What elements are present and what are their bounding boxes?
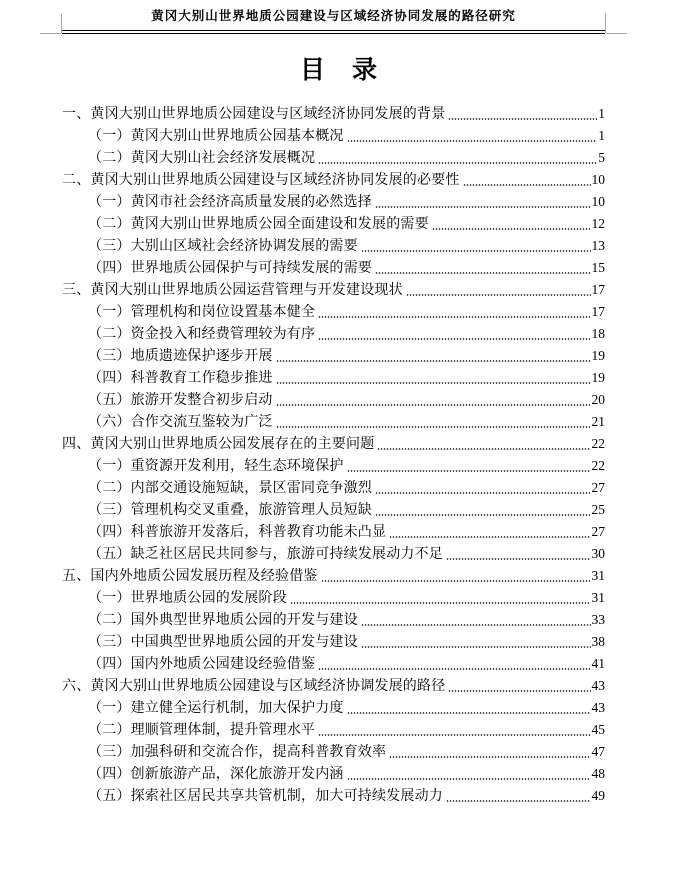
toc-dot-leader xyxy=(321,580,591,582)
toc-entry-label: （三）大别山区域社会经济协调发展的需要 xyxy=(88,238,358,254)
toc-entry[interactable] xyxy=(62,454,605,476)
toc-entry[interactable] xyxy=(62,740,605,762)
toc-entry[interactable] xyxy=(62,674,605,696)
toc-entry[interactable] xyxy=(62,586,605,608)
toc-page-number: 43 xyxy=(591,678,605,693)
toc-entry[interactable] xyxy=(62,168,605,190)
toc-entry[interactable] xyxy=(62,212,605,234)
toc-dot-leader xyxy=(276,426,591,428)
toc-page-number: 15 xyxy=(591,260,605,275)
toc-page-number: 31 xyxy=(591,590,605,605)
toc-dot-leader xyxy=(361,250,591,252)
toc-dot-leader xyxy=(318,316,590,318)
toc-entry[interactable] xyxy=(62,784,605,806)
toc-dot-leader xyxy=(347,778,591,780)
toc-entry[interactable] xyxy=(62,630,605,652)
toc-dot-leader xyxy=(290,602,591,604)
toc-page-number: 12 xyxy=(591,216,605,231)
toc-page-number: 25 xyxy=(591,502,605,517)
toc-entry-label: （二）黄冈大别山社会经济发展概况 xyxy=(88,150,316,166)
toc-entry-label: （二）黄冈大别山世界地质公园全面建设和发展的需要 xyxy=(88,216,429,232)
toc-dot-leader xyxy=(377,448,590,450)
toc-page-number: 19 xyxy=(591,348,605,363)
toc-page-number: 19 xyxy=(591,370,605,385)
toc-entry-label: （二）理顺管理体制，提升管理水平 xyxy=(88,722,316,738)
toc-list xyxy=(62,102,605,806)
toc-dot-leader xyxy=(375,514,591,516)
toc-page-number: 27 xyxy=(591,524,605,539)
toc-entry[interactable] xyxy=(62,256,605,278)
toc-dot-leader xyxy=(347,712,591,714)
toc-entry-label: 四、黄冈大别山世界地质公园发展存在的主要问题 xyxy=(62,436,375,452)
toc-entry[interactable] xyxy=(62,652,605,674)
toc-entry-label: （一）世界地质公园的发展阶段 xyxy=(88,590,287,606)
toc-dot-leader xyxy=(446,800,591,802)
toc-dot-leader xyxy=(463,184,591,186)
toc-entry[interactable] xyxy=(62,608,605,630)
toc-dot-leader xyxy=(389,536,590,538)
toc-entry[interactable] xyxy=(62,190,605,212)
toc-dot-leader xyxy=(406,294,591,296)
toc-entry[interactable] xyxy=(62,300,605,322)
toc-entry-label: （一）黄冈大别山世界地质公园基本概况 xyxy=(88,128,344,144)
toc-entry-label: 五、国内外地质公园发展历程及经验借鉴 xyxy=(62,568,318,584)
toc-entry[interactable] xyxy=(62,762,605,784)
toc-entry-label: （一）建立健全运行机制，加大保护力度 xyxy=(88,700,344,716)
toc-entry-label: （四）创新旅游产品，深化旅游开发内涵 xyxy=(88,766,344,782)
toc-entry[interactable] xyxy=(62,388,605,410)
toc-entry[interactable] xyxy=(62,432,605,454)
toc-page-number: 47 xyxy=(591,744,605,759)
toc-entry[interactable] xyxy=(62,102,605,124)
toc-entry-label: 二、黄冈大别山世界地质公园建设与区域经济协同发展的必要性 xyxy=(62,172,460,188)
toc-page-number: 13 xyxy=(591,238,605,253)
toc-page-number: 5 xyxy=(598,150,605,165)
toc-entry-label: （五）缺乏社区居民共同参与，旅游可持续发展动力不足 xyxy=(88,546,443,562)
toc-dot-leader xyxy=(389,756,590,758)
toc-page-number: 22 xyxy=(591,436,605,451)
toc-entry-label: （三）地质遗迹保护逐步开展 xyxy=(88,348,273,364)
toc-entry-label: （五）探索社区居民共享共管机制，加大可持续发展动力 xyxy=(88,788,443,804)
toc-page-number: 45 xyxy=(591,722,605,737)
toc-page-number: 17 xyxy=(591,282,605,297)
toc-entry[interactable] xyxy=(62,234,605,256)
toc-entry-label: （一）黄冈市社会经济高质量发展的必然选择 xyxy=(88,194,372,210)
toc-dot-leader xyxy=(448,690,590,692)
toc-entry-label: （四）科普教育工作稳步推进 xyxy=(88,370,273,386)
toc-dot-leader xyxy=(375,272,591,274)
text-boundary-mark-top-left-horizontal xyxy=(40,33,61,34)
toc-entry[interactable] xyxy=(62,542,605,564)
running-header-title: 黄冈大别山世界地质公园建设与区域经济协同发展的路径研究 xyxy=(151,8,516,23)
toc-page-number: 10 xyxy=(591,194,605,209)
toc-page-number: 33 xyxy=(591,612,605,627)
text-boundary-mark-top-right-horizontal xyxy=(606,33,627,34)
toc-dot-leader xyxy=(375,492,591,494)
toc-dot-leader xyxy=(347,470,591,472)
toc-dot-leader xyxy=(446,558,591,560)
toc-page-number: 27 xyxy=(591,480,605,495)
toc-entry[interactable] xyxy=(62,322,605,344)
toc-page-number: 18 xyxy=(591,326,605,341)
toc-page-number: 17 xyxy=(591,304,605,319)
toc-entry-label: 一、黄冈大别山世界地质公园建设与区域经济协同发展的背景 xyxy=(62,106,446,122)
toc-entry-label: （三）管理机构交叉重叠，旅游管理人员短缺 xyxy=(88,502,372,518)
toc-dot-leader xyxy=(276,360,591,362)
toc-entry[interactable] xyxy=(62,696,605,718)
toc-page-number: 38 xyxy=(591,634,605,649)
toc-dot-leader xyxy=(276,404,591,406)
toc-dot-leader xyxy=(448,118,597,120)
toc-page-number: 1 xyxy=(598,106,605,121)
toc-entry-label: （一）重资源开发利用，轻生态环境保护 xyxy=(88,458,344,474)
toc-entry[interactable] xyxy=(62,278,605,300)
toc-entry[interactable] xyxy=(62,344,605,366)
toc-entry-label: 三、黄冈大别山世界地质公园运营管理与开发建设现状 xyxy=(62,282,403,298)
toc-entry-label: （四）世界地质公园保护与可持续发展的需要 xyxy=(88,260,372,276)
toc-dot-leader xyxy=(375,206,591,208)
toc-dot-leader xyxy=(318,668,590,670)
toc-page-number: 31 xyxy=(591,568,605,583)
toc-page-number: 22 xyxy=(591,458,605,473)
toc-entry-label: （四）国内外地质公园建设经验借鉴 xyxy=(88,656,316,672)
text-boundary-mark-top-left-vertical xyxy=(61,14,62,33)
toc-page-number: 1 xyxy=(598,128,605,143)
toc-dot-leader xyxy=(361,624,591,626)
toc-page-number: 10 xyxy=(591,172,605,187)
toc-dot-leader xyxy=(432,228,591,230)
toc-entry-label: （二）资金投入和经费管理较为有序 xyxy=(88,326,316,342)
toc-page-number: 49 xyxy=(591,788,605,803)
toc-entry[interactable] xyxy=(62,498,605,520)
toc-entry[interactable] xyxy=(62,564,605,586)
toc-entry-label: （二）内部交通设施短缺，景区雷同竞争激烈 xyxy=(88,480,372,496)
toc-entry[interactable] xyxy=(62,476,605,498)
toc-entry-label: （三）加强科研和交流合作，提高科普教育效率 xyxy=(88,744,387,760)
toc-dot-leader xyxy=(318,338,590,340)
text-boundary-mark-top-right-vertical xyxy=(605,13,606,33)
toc-entry-label: （一）管理机构和岗位设置基本健全 xyxy=(88,304,316,320)
toc-entry[interactable] xyxy=(62,718,605,740)
toc-page-number: 30 xyxy=(591,546,605,561)
toc-entry-label: （三）中国典型世界地质公园的开发与建设 xyxy=(88,634,358,650)
toc-entry-label: （六）合作交流互鉴较为广泛 xyxy=(88,414,273,430)
page-title: 目 录 xyxy=(299,55,378,84)
toc-page-number: 21 xyxy=(591,414,605,429)
toc-entry-label: 六、黄冈大别山世界地质公园建设与区域经济协调发展的路径 xyxy=(62,678,446,694)
toc-entry-label: （二）国外典型世界地质公园的开发与建设 xyxy=(88,612,358,628)
toc-entry-label: （五）旅游开发整合初步启动 xyxy=(88,392,273,408)
toc-dot-leader xyxy=(318,734,590,736)
toc-dot-leader xyxy=(347,140,598,142)
toc-dot-leader xyxy=(276,382,591,384)
toc-entry[interactable] xyxy=(62,410,605,432)
toc-entry[interactable] xyxy=(62,146,605,168)
toc-entry[interactable] xyxy=(62,124,605,146)
toc-entry[interactable] xyxy=(62,366,605,388)
toc-entry-label: （四）科普旅游开发落后，科普教育功能未凸显 xyxy=(88,524,387,540)
toc-entry[interactable] xyxy=(62,520,605,542)
toc-page-number: 48 xyxy=(591,766,605,781)
toc-dot-leader xyxy=(361,646,591,648)
toc-page-number: 41 xyxy=(591,656,605,671)
toc-page-number: 43 xyxy=(591,700,605,715)
header-double-rule xyxy=(62,30,605,34)
toc-dot-leader xyxy=(318,162,597,164)
toc-page-number: 20 xyxy=(591,392,605,407)
